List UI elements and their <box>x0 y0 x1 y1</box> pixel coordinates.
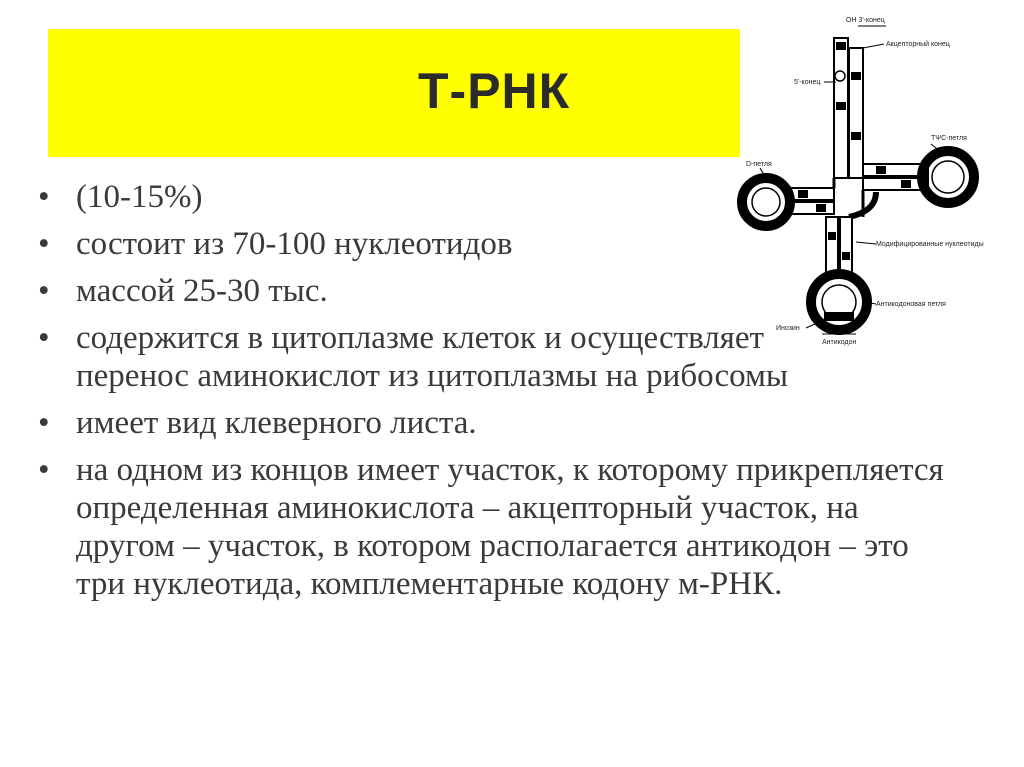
bullet-dot: • <box>38 452 50 488</box>
anticodon-loop-label: Антикодоновая петля <box>876 301 946 308</box>
title-banner <box>48 29 740 157</box>
trna-cloverleaf-diagram <box>736 12 1012 350</box>
bullet-text: на одном из концов имеет участок, к которому прикрепляется определенная аминокислота – акцепторный участок, на другом – участок, в котором располагается антикодон – это три нуклеотида, комплементарные кодону м-РНК. <box>76 452 944 602</box>
bullet-item <box>38 225 716 263</box>
anticodon-stem <box>811 217 867 330</box>
tpsi-loop-label: ТΨС-петля <box>931 135 967 142</box>
bullet-dot: • <box>38 179 50 215</box>
acceptor-end-label: Акцепторный конец <box>886 41 950 48</box>
modified-nucleotides-label: Модифицированные нуклеотиды <box>876 241 984 248</box>
bullet-dot: • <box>38 320 50 356</box>
bullet-dot: • <box>38 405 50 441</box>
bullet-item <box>38 178 336 216</box>
bullet-item <box>38 404 796 442</box>
d-loop-label: D-петля <box>746 161 772 168</box>
acceptor-stem <box>834 38 863 178</box>
bullet-dot: • <box>38 226 50 262</box>
anticodon-label: Антикодон <box>822 339 857 346</box>
d-arm <box>742 178 834 226</box>
slide-title: Т-РНК <box>418 63 571 119</box>
bullet-text: массой 25-30 тыс. <box>76 273 328 309</box>
bullet-text: состоит из 70-100 нуклеотидов <box>76 226 513 262</box>
oh-end-label: ОН 3'-конец <box>846 17 885 24</box>
bullet-text: (10-15%) <box>76 179 203 215</box>
inosine-label: Инозин <box>776 325 800 332</box>
bullet-dot: • <box>38 273 50 309</box>
bullet-text: имеет вид клеверного листа. <box>76 405 477 441</box>
bullet-item <box>38 272 716 310</box>
bullet-item <box>38 319 796 395</box>
bullet-text: содержится в цитоплазме клеток и осуществляет перенос аминокислот из цитоплазмы на рибосомы <box>76 320 789 394</box>
tpsi-arm <box>863 151 974 203</box>
five-end-label: 5'-конец <box>794 79 821 86</box>
bullet-item <box>38 451 956 603</box>
